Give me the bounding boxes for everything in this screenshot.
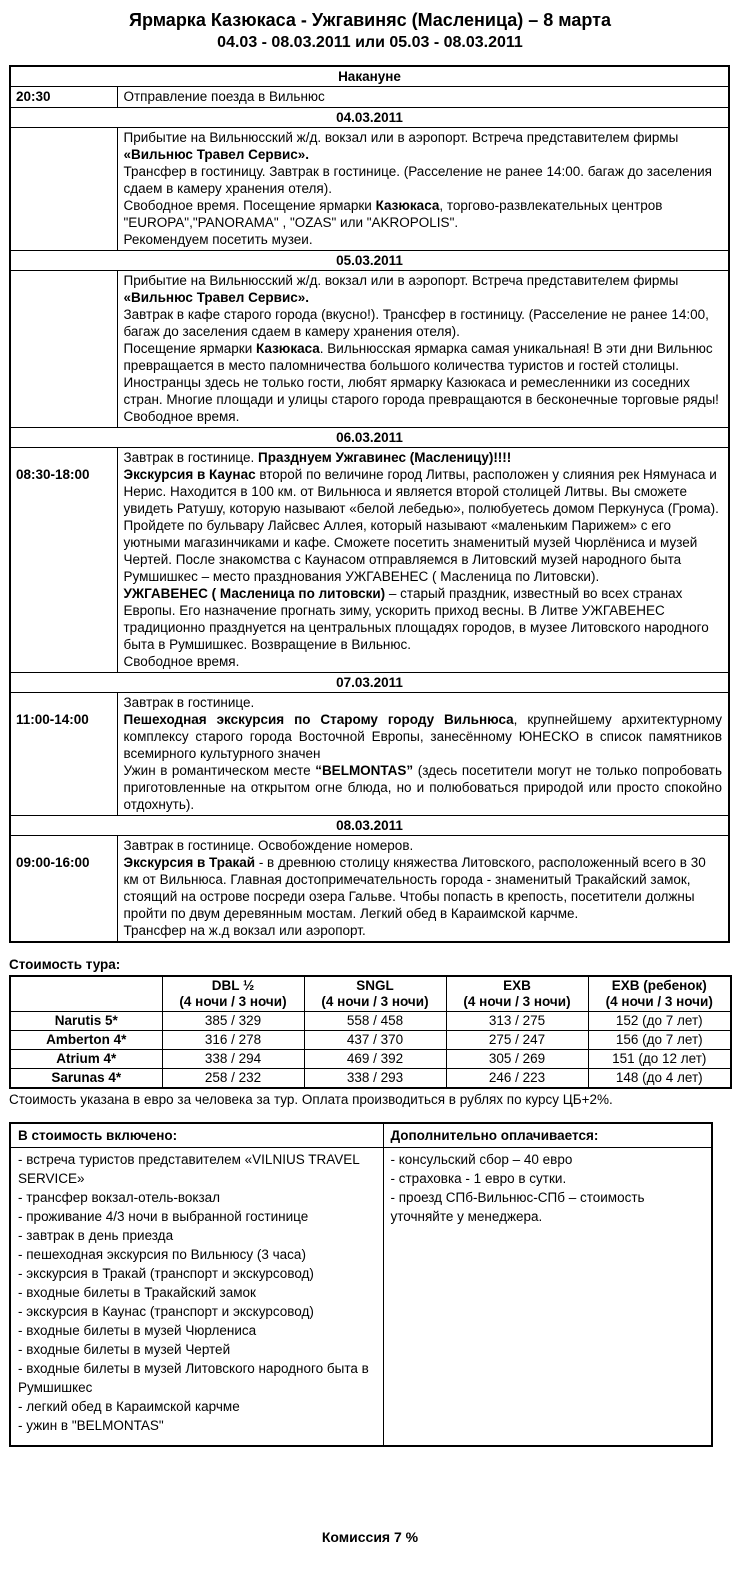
extra-item: - проезд СПб-Вильнюс-СПб – стоимость уточняйте у менеджера. bbox=[390, 1190, 645, 1224]
text-run: второй по величине город Литвы, расположен у слияния рек Нямунаса и Нерис. Находится в 100 км. от Вильнюса и является второй столицей Литвы. Вы сможете увидеть Ратушу, которую называют «белой лебедью», полюбуетесь домом Перкунуса (Грома). Пройдете по бульвару Лайсвес Аллея, который называют «маленьким Парижем» с его уютными магазинчиками и кафе. Сможете посетить знаменитый музей Чюрлёниса и музей Чертей. После знакомства с Каунасом отправляемся в Литовский музей народного быта Румшишкес – место празднования УЖГАВЕНЕС ( Масленица по Литовски). bbox=[123, 467, 719, 584]
itinerary-time-cell bbox=[10, 128, 117, 251]
included-header: В стоимость включено: bbox=[10, 1123, 383, 1148]
price-value-cell: 469 / 392 bbox=[304, 1050, 446, 1069]
price-value-cell: 313 / 275 bbox=[446, 1012, 588, 1031]
itinerary-paragraph bbox=[124, 340, 723, 408]
commission-note: Комиссия 7 % bbox=[321, 1529, 419, 1545]
itinerary-date-header-row bbox=[10, 251, 729, 271]
text-run: Рекомендуем посетить музеи. bbox=[123, 232, 313, 247]
itinerary-content-row bbox=[10, 448, 729, 673]
itinerary-paragraph bbox=[124, 837, 723, 854]
inclusions-content-row bbox=[10, 1148, 712, 1447]
itinerary-time-cell bbox=[10, 693, 117, 816]
included-item: - входные билеты в Тракайский замок bbox=[18, 1285, 256, 1300]
text-run: Завтрак в гостинице. Освобождение номеров. bbox=[123, 838, 414, 853]
text-run: – старый праздник, известный во всех странах Европы. Его назначение прогнать зиму, ускорить приход весны. В Литве УЖГАВЕНЕС традиционно празднуется на центральных площадях городов, в музее Литовского народного быта в Румшишкес. Возвращение в Вильнюс. bbox=[123, 586, 709, 652]
price-value-cell: 316 / 278 bbox=[162, 1031, 304, 1050]
itinerary-paragraph bbox=[124, 306, 723, 340]
itinerary-content-row bbox=[10, 128, 729, 251]
bold-text-run: “BELMONTAS” bbox=[315, 763, 414, 778]
price-value-cell: 558 / 458 bbox=[304, 1012, 446, 1031]
price-row bbox=[10, 1069, 731, 1089]
text-run: Завтрак в гостинице. bbox=[123, 450, 259, 465]
itinerary-content-row bbox=[10, 87, 729, 108]
text-run: Свободное время. bbox=[123, 654, 240, 669]
text-run: Завтрак в гостинице. bbox=[123, 695, 255, 710]
itinerary-date-header: 05.03.2011 bbox=[10, 251, 729, 271]
text-run: Отправление поезда в Вильнюс bbox=[123, 89, 325, 104]
text-run: Завтрак в кафе старого города (вкусно!). Трансфер в гостиницу. (Расселение не ранее 14:00, багаж до заселения сдаем в камеру хранения отеля). bbox=[123, 307, 709, 339]
text-run: Трансфер в гостиницу. Завтрак в гостинице. (Расселение не ранее 14:00. багаж до заселения сдаем в камеру хранения отеля). bbox=[123, 164, 712, 196]
price-column-sub: (4 ночи / 3 ночи) bbox=[605, 994, 713, 1009]
extra-list-cell bbox=[383, 1148, 712, 1447]
itinerary-date-header-row bbox=[10, 673, 729, 693]
hotel-name-cell: Amberton 4* bbox=[10, 1031, 162, 1050]
included-item: - входные билеты в музей Литовского народного быта в Румшишкес bbox=[18, 1361, 369, 1395]
text-run: - в древнюю столицу княжества Литовского, расположенный всего в 30 км от Вильнюса. Главная достопримечательность города - знаменитый Тракайский замок, стоящий на острове посреди озера Гальве. Чтобы попасть в крепость, посетители должны пройти по двум деревянным мостам. Легкий обед в Караимской карчме. bbox=[123, 855, 706, 921]
itinerary-paragraph bbox=[124, 762, 723, 813]
itinerary-date-header-row bbox=[10, 816, 729, 836]
price-table bbox=[9, 975, 732, 1089]
price-value-cell: 151 (до 12 лет) bbox=[588, 1050, 731, 1069]
itinerary-paragraph bbox=[124, 694, 723, 711]
price-row bbox=[10, 1012, 731, 1031]
itinerary-date-header-row bbox=[10, 66, 729, 87]
extra-item: - страховка - 1 евро в сутки. bbox=[390, 1171, 567, 1186]
itinerary-paragraph bbox=[124, 197, 723, 231]
price-column-sub: (4 ночи / 3 ночи) bbox=[321, 994, 429, 1009]
price-value-cell: 152 (до 7 лет) bbox=[588, 1012, 731, 1031]
itinerary-content-cell bbox=[117, 128, 729, 251]
itinerary-time: 11:00-14:00 bbox=[16, 712, 89, 727]
itinerary-date-header: 08.03.2011 bbox=[10, 816, 729, 836]
included-item: - экскурсия в Каунас (транспорт и экскурсовод) bbox=[18, 1304, 314, 1319]
text-run: Прибытие на Вильнюсский ж/д. вокзал или в аэропорт. Встреча представителем фирмы bbox=[123, 273, 679, 288]
price-column-header-dbl bbox=[162, 976, 304, 1012]
price-column-name: EXB bbox=[503, 978, 531, 993]
price-column-header-hotel bbox=[10, 976, 162, 1012]
itinerary-paragraph bbox=[124, 466, 723, 585]
itinerary-content-row bbox=[10, 271, 729, 428]
price-column-name: EXB (ребенок) bbox=[611, 978, 707, 993]
price-heading: Стоимость тура: bbox=[9, 957, 121, 972]
price-column-header-sngl bbox=[304, 976, 446, 1012]
itinerary-date-header-row bbox=[10, 428, 729, 448]
included-item: - экскурсия в Тракай (транспорт и экскурсовод) bbox=[18, 1266, 314, 1281]
itinerary-content-cell bbox=[117, 693, 729, 816]
price-column-header-exb-child bbox=[588, 976, 731, 1012]
price-value-cell: 156 (до 7 лет) bbox=[588, 1031, 731, 1050]
itinerary-time-cell bbox=[10, 87, 117, 108]
itinerary-date-header: 04.03.2011 bbox=[10, 108, 729, 128]
included-item: - завтрак в день приезда bbox=[18, 1228, 174, 1243]
included-item: - входные билеты в музей Чюрлениса bbox=[18, 1323, 257, 1338]
itinerary-time-cell bbox=[10, 448, 117, 673]
itinerary-paragraph bbox=[124, 711, 723, 762]
price-column-name: SNGL bbox=[356, 978, 394, 993]
extra-item: - консульский сбор – 40 евро bbox=[390, 1152, 573, 1167]
included-item: - трансфер вокзал-отель-вокзал bbox=[18, 1190, 221, 1205]
text-run: , крупнейшему архитектурному комплексу старого города Восточной Европы, занесённому ЮНЕСКО в список памятников всемирного культурного значен bbox=[123, 712, 722, 761]
itinerary-paragraph bbox=[124, 231, 723, 248]
itinerary-content-cell bbox=[117, 836, 729, 943]
price-value-cell: 437 / 370 bbox=[304, 1031, 446, 1050]
included-item: - ужин в "BELMONTAS" bbox=[18, 1418, 164, 1433]
text-run: (здесь посетители могут не только попробовать приготовленные на открытом огне блюда, но и полюбоваться природой или просто спокойно отдохнуть). bbox=[123, 763, 722, 812]
included-item: - пешеходная экскурсия по Вильнюсу (3 часа) bbox=[18, 1247, 306, 1262]
itinerary-date-header: 06.03.2011 bbox=[10, 428, 729, 448]
itinerary-paragraph bbox=[124, 408, 723, 425]
inclusions-header-row bbox=[10, 1123, 712, 1148]
price-row bbox=[10, 1031, 731, 1050]
itinerary-paragraph bbox=[124, 163, 723, 197]
included-item: - легкий обед в Караимской карчме bbox=[18, 1399, 240, 1414]
itinerary-table bbox=[9, 65, 730, 943]
itinerary-time-cell bbox=[10, 836, 117, 943]
price-row bbox=[10, 1050, 731, 1069]
itinerary-content-cell bbox=[117, 87, 729, 108]
itinerary-paragraph bbox=[124, 585, 723, 653]
bold-text-run: Экскурсия в Тракай bbox=[123, 855, 256, 870]
itinerary-paragraph bbox=[124, 129, 723, 163]
included-item: - проживание 4/3 ночи в выбранной гостинице bbox=[18, 1209, 309, 1224]
price-value-cell: 305 / 269 bbox=[446, 1050, 588, 1069]
text-run: Свободное время. bbox=[123, 409, 240, 424]
text-run: Посещение ярмарки bbox=[123, 341, 257, 356]
itinerary-paragraph bbox=[124, 88, 723, 105]
itinerary-content-cell bbox=[117, 271, 729, 428]
text-run: Свободное время. Посещение ярмарки bbox=[123, 198, 376, 213]
price-table-body bbox=[10, 1012, 731, 1089]
price-value-cell: 385 / 329 bbox=[162, 1012, 304, 1031]
itinerary-paragraph bbox=[124, 272, 723, 306]
itinerary-content-row bbox=[10, 836, 729, 943]
bold-text-run: Пешеходная экскурсия по Старому городу Вильнюса bbox=[123, 712, 514, 727]
price-value-cell: 338 / 294 bbox=[162, 1050, 304, 1069]
price-column-sub: (4 ночи / 3 ночи) bbox=[463, 994, 571, 1009]
itinerary-content-row bbox=[10, 693, 729, 816]
itinerary-date-header-row bbox=[10, 108, 729, 128]
itinerary-time: 08:30-18:00 bbox=[16, 467, 90, 482]
text-run: Прибытие на Вильнюсский ж/д. вокзал или в аэропорт. Встреча представителем фирмы bbox=[123, 130, 679, 145]
price-table-head bbox=[10, 976, 731, 1012]
price-column-name: DBL ½ bbox=[211, 978, 255, 993]
price-value-cell: 275 / 247 bbox=[446, 1031, 588, 1050]
included-item: - встреча туристов представителем «VILNIUS TRAVEL SERVICE» bbox=[18, 1152, 360, 1186]
bold-text-run: «Вильнюс Травел Сервис». bbox=[123, 147, 310, 162]
text-run: Ужин в романтическом месте bbox=[123, 763, 316, 778]
price-value-cell: 246 / 223 bbox=[446, 1069, 588, 1089]
itinerary-time: 20:30 bbox=[16, 89, 51, 104]
bold-text-run: Празднуем Ужгавинес (Масленицу)!!!! bbox=[258, 450, 512, 465]
included-item: - входные билеты в музей Чертей bbox=[18, 1342, 231, 1357]
price-header-row bbox=[10, 976, 731, 1012]
itinerary-time-cell bbox=[10, 271, 117, 428]
price-note: Стоимость указана в евро за человека за тур. Оплата производиться в рублях по курсу ЦБ+2%. bbox=[9, 1092, 613, 1107]
price-column-header-exb bbox=[446, 976, 588, 1012]
price-value-cell: 148 (до 4 лет) bbox=[588, 1069, 731, 1089]
itinerary-paragraph bbox=[124, 449, 723, 466]
bold-text-run: Экскурсия в Каунас bbox=[123, 467, 256, 482]
bold-text-run: Казюкаса bbox=[256, 341, 320, 356]
itinerary-paragraph bbox=[124, 854, 723, 922]
bold-text-run: УЖГАВЕНЕС ( Масленица по литовски) bbox=[123, 586, 386, 601]
itinerary-paragraph bbox=[124, 922, 723, 939]
itinerary-paragraph bbox=[124, 653, 723, 670]
itinerary-date-header: 07.03.2011 bbox=[10, 673, 729, 693]
bold-text-run: Казюкаса bbox=[375, 198, 440, 213]
text-run: , торгово-развлекательных центров "EUROPA","PANORAMA" , "OZAS" или "AKROPOLIS". bbox=[123, 198, 663, 230]
bold-text-run: «Вильнюс Травел Сервис». bbox=[123, 290, 310, 305]
itinerary-date-header: Накануне bbox=[10, 66, 729, 87]
hotel-name-cell: Sarunas 4* bbox=[10, 1069, 162, 1089]
page-subtitle: 04.03 - 08.03.2011 или 05.03 - 08.03.2011 bbox=[217, 34, 523, 51]
hotel-name-cell: Atrium 4* bbox=[10, 1050, 162, 1069]
extra-header: Дополнительно оплачивается: bbox=[383, 1123, 712, 1148]
page-title: Ярмарка Казюкаса - Ужгавиняс (Масленица) – 8 марта bbox=[129, 10, 611, 30]
text-run: . Вильнюсская ярмарка самая уникальная! В эти дни Вильнюс превращается в место паломничества большого количества туристов и гостей столицы. Иностранцы здесь не только гости, любят ярмарку Казюкаса и ремесленники из соседних стран. Многие площади и улицы старого города превращаются в бесконечные торговые ряды! bbox=[123, 341, 719, 407]
itinerary-time: 09:00-16:00 bbox=[16, 855, 90, 870]
price-value-cell: 338 / 293 bbox=[304, 1069, 446, 1089]
text-run: Трансфер на ж.д вокзал или аэропорт. bbox=[123, 923, 366, 938]
itinerary-content-cell bbox=[117, 448, 729, 673]
price-value-cell: 258 / 232 bbox=[162, 1069, 304, 1089]
included-list-cell bbox=[10, 1148, 383, 1447]
inclusions-table bbox=[9, 1122, 713, 1447]
price-column-sub: (4 ночи / 3 ночи) bbox=[179, 994, 287, 1009]
itinerary-body bbox=[10, 66, 729, 942]
hotel-name-cell: Narutis 5* bbox=[10, 1012, 162, 1031]
